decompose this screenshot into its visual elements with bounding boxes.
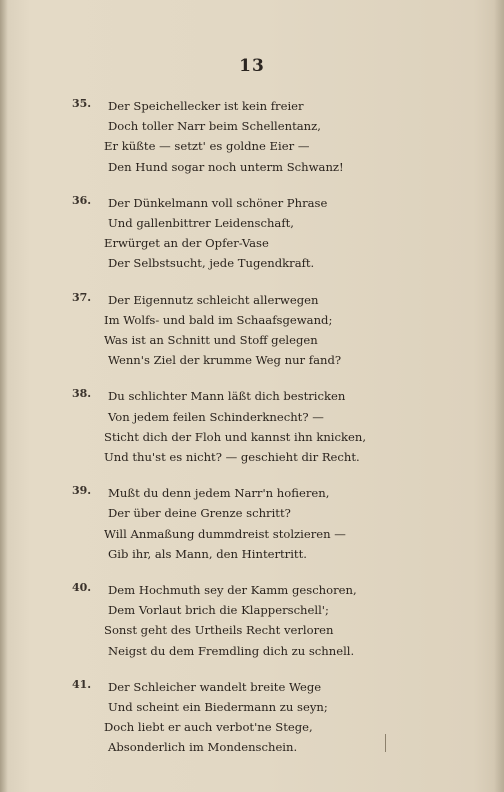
stanza-number: 36. bbox=[72, 193, 92, 207]
verse-line: Absonderlich im Mondenschein. bbox=[108, 740, 298, 755]
poem-body bbox=[72, 96, 472, 774]
stanza-number: 41. bbox=[72, 677, 92, 691]
verse-line: Sticht dich der Floh und kannst ihn knicken, bbox=[104, 429, 367, 444]
verse-line: Doch toller Narr beim Schellentanz, bbox=[108, 119, 321, 134]
verse-line: Der über deine Grenze schritt? bbox=[108, 506, 291, 521]
page-gutter-shadow bbox=[0, 0, 8, 792]
stanza-number: 35. bbox=[72, 97, 92, 110]
verse-line: Im Wolfs- und bald im Schaafsgewand; bbox=[104, 312, 333, 327]
verse-line: Der Schleicher wandelt breite Wege bbox=[108, 679, 322, 694]
stanza-number: 38. bbox=[72, 387, 92, 401]
verse-line: Der Eigennutz schleicht allerwegen bbox=[108, 292, 319, 307]
stanza bbox=[72, 96, 472, 177]
verse-line: Will Anmaßung dummdreist stolzieren — bbox=[104, 526, 346, 541]
verse-line: Wenn's Ziel der krumme Weg nur fand? bbox=[108, 353, 342, 368]
stanza-number: 37. bbox=[72, 290, 92, 304]
stanza-number: 39. bbox=[72, 484, 92, 498]
verse-line: Der Selbstsucht, jede Tugendkraft. bbox=[108, 256, 315, 271]
verse-line: Sonst geht des Urtheils Recht verloren bbox=[104, 623, 334, 638]
verse-line: Und gallenbittrer Leidenschaft, bbox=[108, 216, 294, 231]
verse-line: Von jedem feilen Schinderknecht? — bbox=[108, 409, 324, 424]
stanza-number: 40. bbox=[72, 581, 92, 595]
verse-line: Dem Hochmuth sey der Kamm geschoren, bbox=[108, 583, 357, 598]
verse-line: Er küßte — setzt' es goldne Eier — bbox=[104, 139, 310, 154]
stanza bbox=[72, 483, 472, 564]
verse-line: Doch liebt er auch verbot'ne Stege, bbox=[104, 720, 313, 735]
verse-line: Was ist an Schnitt und Stoff gelegen bbox=[104, 333, 318, 348]
verse-line: Dem Vorlaut brich die Klapperschell'; bbox=[108, 603, 329, 618]
stanza bbox=[72, 677, 472, 758]
verse-line: Den Hund sogar noch unterm Schwanz! bbox=[108, 159, 344, 174]
verse-line: Und scheint ein Biedermann zu seyn; bbox=[108, 700, 328, 715]
pencil-mark bbox=[385, 734, 386, 752]
verse-line: Der Speichellecker ist kein freier bbox=[108, 99, 304, 113]
verse-line: Und thu'st es nicht? — geschieht dir Recht. bbox=[104, 450, 360, 465]
verse-line: Der Dünkelmann voll schöner Phrase bbox=[108, 195, 328, 210]
verse-line: Gib ihr, als Mann, den Hintertritt. bbox=[108, 546, 307, 561]
verse-line: Mußt du denn jedem Narr'n hofieren, bbox=[108, 486, 330, 501]
stanza bbox=[72, 580, 472, 661]
page-number: 13 bbox=[239, 56, 265, 76]
verse-line: Erwürget an der Opfer-Vase bbox=[104, 236, 269, 251]
stanza bbox=[72, 193, 472, 274]
stanza bbox=[72, 290, 472, 371]
verse-line: Du schlichter Mann läßt dich bestricken bbox=[108, 389, 346, 404]
verse-line: Neigst du dem Fremdling dich zu schnell. bbox=[108, 643, 355, 658]
stanza bbox=[72, 386, 472, 467]
page-edge-shadow bbox=[494, 0, 504, 792]
